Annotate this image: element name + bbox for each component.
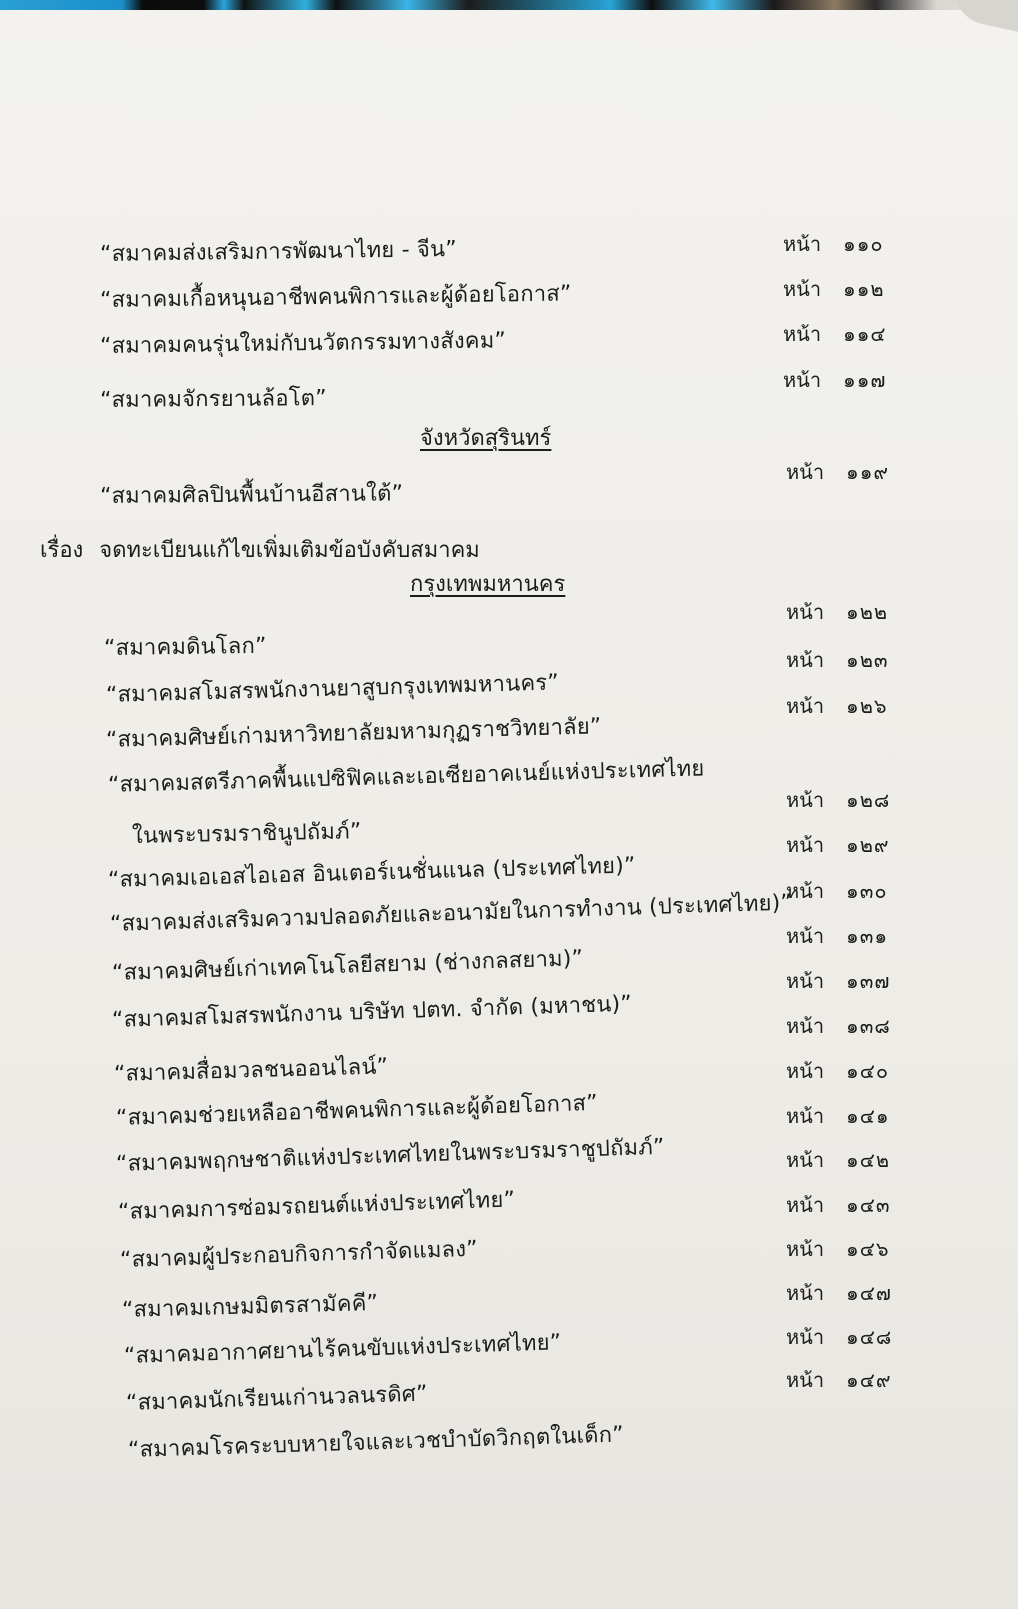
page-word: หน้า	[786, 694, 825, 718]
entry-text: “สมาคมส่งเสริมการพัฒนาไทย - จีน”	[99, 237, 458, 267]
page-word: หน้า	[786, 924, 825, 948]
page-word: หน้า	[786, 1193, 825, 1217]
topic-label: เรื่อง	[40, 538, 84, 563]
section-heading-province: จังหวัดสุรินทร์	[420, 426, 552, 451]
page-word: หน้า	[786, 1325, 825, 1349]
section-heading-bangkok: กรุงเทพมหานคร	[410, 572, 566, 597]
page-ref	[786, 456, 889, 488]
page-number: ๑๔๑	[846, 1104, 890, 1128]
page-word: หน้า	[786, 460, 825, 484]
entry-text: “สมาคมเกษมมิตรสามัคคี”	[121, 1290, 379, 1323]
page-number: ๑๒๙	[846, 833, 890, 857]
page-number: ๑๔๖	[846, 1237, 890, 1261]
entry-text: “สมาคมสโมสรพนักงานยาสูบกรุงเทพมหานคร”	[105, 670, 560, 708]
page-word: หน้า	[783, 232, 822, 256]
entry-text: “สมาคมนักเรียนเก่านวลนรดิศ”	[125, 1381, 428, 1416]
topic-text: จดทะเบียนแก้ไขเพิ่มเติมข้อบังคับสมาคม	[99, 538, 480, 563]
page-ref	[783, 364, 886, 396]
page-word: หน้า	[786, 879, 825, 903]
entry-text: “สมาคมโรคระบบหายใจและเวชบำบัดวิกฤตในเด็ก”	[127, 1422, 625, 1463]
page-number: ๑๔๓	[846, 1193, 891, 1217]
page-number: ๑๓๐	[846, 879, 888, 903]
page-ref	[786, 1277, 892, 1309]
page-ref	[783, 318, 887, 350]
entry-text: “สมาคมพฤกษชาติแห่งประเทศไทยในพระบรมราชูปถัมภ์”	[115, 1134, 665, 1177]
page-ref	[783, 273, 885, 305]
page-number: ๑๔๘	[846, 1325, 893, 1349]
top-edge-strip	[0, 0, 1018, 10]
page-word: หน้า	[786, 1014, 825, 1038]
page-word: หน้า	[786, 648, 825, 672]
entry-text: ในพระบรมราชินูปถัมภ์”	[131, 819, 362, 849]
entry-text: “สมาคมดินโลก”	[103, 633, 267, 661]
page-number: ๑๔๐	[846, 1059, 890, 1083]
entry-text: “สมาคมสตรีภาคพื้นแปซิฟิคและเอเซียอาคเนย์แห่งประเทศไทย	[107, 756, 705, 798]
page-number: ๑๑๗	[843, 368, 887, 392]
page-number: ๑๑๒	[843, 277, 885, 301]
page-word: หน้า	[786, 969, 825, 993]
page-ref	[786, 965, 890, 997]
page-ref	[786, 875, 888, 907]
page-number: ๑๒๖	[846, 694, 888, 718]
page-ref	[786, 829, 890, 861]
page-word: หน้า	[783, 322, 822, 346]
page-number: ๑๔๗	[846, 1281, 892, 1305]
page-number: ๑๔๒	[846, 1148, 891, 1172]
page-ref	[786, 920, 888, 952]
page-number: ๑๓๘	[846, 1014, 891, 1038]
entry-text: “สมาคมการซ่อมรถยนต์แห่งประเทศไทย”	[117, 1187, 516, 1225]
entry-text: “สมาคมช่วยเหลืออาชีพคนพิการและผู้ด้อยโอกาส”	[115, 1090, 599, 1131]
entry-text: “สมาคมเกื้อหนุนอาชีพคนพิการและผู้ด้อยโอกาส”	[99, 281, 572, 313]
entry-text: “สมาคมศิษย์เก่าเทคโนโลยีสยาม (ช่างกลสยาม)”	[111, 946, 584, 986]
page-word: หน้า	[783, 368, 822, 392]
page-ref	[786, 1233, 890, 1265]
page-ref	[786, 1189, 891, 1221]
page-number: ๑๒๒	[846, 600, 889, 624]
entry-text: “สมาคมคนรุ่นใหม่กับนวัตกรรมทางสังคม”	[99, 328, 507, 359]
page-ref	[783, 228, 884, 260]
page-word: หน้า	[786, 1237, 825, 1261]
entry-text: “สมาคมอากาศยานไร้คนขับแห่งประเทศไทย”	[123, 1330, 562, 1369]
page-word: หน้า	[786, 788, 825, 812]
page-word: หน้า	[783, 277, 822, 301]
entry-text: “สมาคมสโมสรพนักงาน บริษัท ปตท. จำกัด (มหาชน)”	[111, 991, 633, 1033]
page-ref	[786, 690, 888, 722]
page-number: ๑๔๙	[846, 1368, 892, 1392]
entry-text: “สมาคมเอเอสไอเอส อินเตอร์เนชั่นแนล (ประเทศไทย)”	[107, 853, 636, 893]
page-number: ๑๑๐	[843, 232, 884, 256]
page-number: ๑๑๔	[843, 322, 887, 346]
page-word: หน้า	[786, 1148, 825, 1172]
page-word: หน้า	[786, 1368, 825, 1392]
page-word: หน้า	[786, 1281, 825, 1305]
entry-text: “สมาคมผู้ประกอบกิจการกำจัดแมลง”	[119, 1236, 479, 1273]
page-number: ๑๒๓	[846, 648, 889, 672]
page-number: ๑๓๑	[846, 924, 889, 948]
entry-text: “สมาคมสื่อมวลชนออนไลน์”	[113, 1054, 389, 1087]
page-ref	[786, 1321, 892, 1353]
page-number: ๑๑๙	[846, 460, 890, 484]
entry-text: “สมาคมส่งเสริมความปลอดภัยและอนามัยในการทำงาน (ประเทศไทย)”	[109, 890, 793, 937]
page-ref	[786, 644, 889, 676]
page-word: หน้า	[786, 600, 825, 624]
page-word: หน้า	[786, 1059, 825, 1083]
page-ref	[786, 1100, 890, 1132]
page-ref	[786, 596, 888, 628]
page-word: หน้า	[786, 1104, 825, 1128]
page-ref	[786, 1010, 891, 1042]
entry-text: “สมาคมศิษย์เก่ามหาวิทยาลัยมหามกุฏราชวิทยาลัย”	[105, 714, 602, 753]
page-ref	[786, 784, 890, 816]
page-ref	[786, 1144, 890, 1176]
page-word: หน้า	[786, 833, 825, 857]
topic-line	[40, 532, 480, 567]
page-number: ๑๒๘	[846, 788, 891, 812]
entry-text: “สมาคมจักรยานล้อโต”	[99, 386, 327, 413]
entry-text: “สมาคมศิลปินพื้นบ้านอีสานใต้”	[99, 481, 404, 509]
page-number: ๑๓๗	[846, 969, 891, 993]
page-ref	[786, 1055, 889, 1087]
page-ref	[786, 1364, 891, 1396]
